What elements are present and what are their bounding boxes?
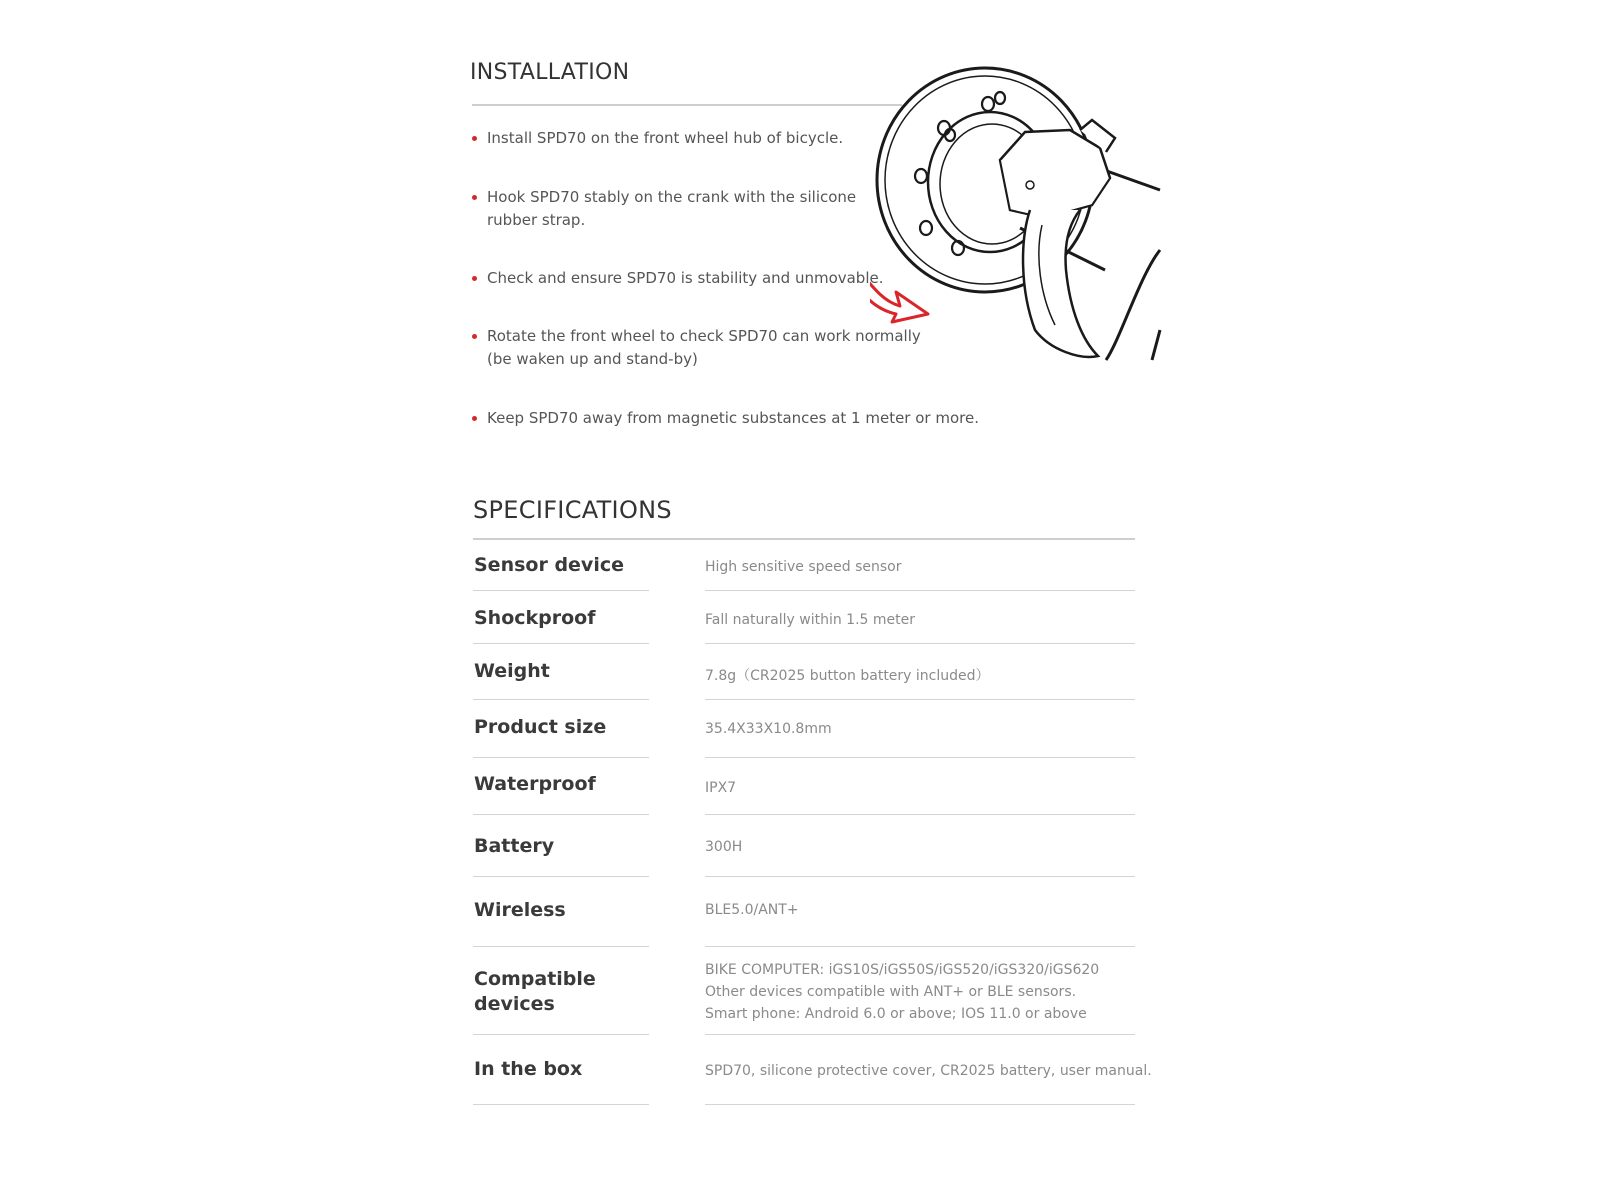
spec-label: Product size: [474, 716, 607, 738]
row-divider: [705, 757, 1135, 758]
spec-value: [705, 959, 1099, 1025]
spec-value: SPD70, silicone protective cover, CR2025 battery, user manual.: [705, 1063, 1152, 1079]
installation-step: [472, 325, 932, 371]
spec-value-line: BIKE COMPUTER: iGS10S/iGS50S/iGS520/iGS320/iGS620: [705, 962, 1100, 978]
step-text: Keep SPD70 away from magnetic substances at 1 meter or more.: [487, 409, 979, 427]
row-divider: [705, 643, 1135, 644]
spec-value: 7.8g（CR2025 button battery included）: [705, 668, 990, 684]
spec-label: Wireless: [474, 899, 566, 921]
bullet-dot-icon: [472, 195, 477, 200]
installation-step: [472, 407, 979, 430]
installation-divider: [472, 104, 902, 106]
row-divider: [473, 1104, 649, 1105]
spec-value: 35.4X33X10.8mm: [705, 721, 832, 737]
row-divider: [473, 814, 649, 815]
spec-value-line: Other devices compatible with ANT+ or BLE sensors.: [705, 984, 1077, 1000]
sensor-on-hub-illustration: [870, 60, 1180, 380]
step-text: rubber strap.: [487, 211, 586, 229]
spec-value: Fall naturally within 1.5 meter: [705, 612, 915, 628]
bullet-dot-icon: [472, 416, 477, 421]
row-divider: [473, 590, 649, 591]
installation-title: INSTALLATION: [470, 60, 630, 85]
spec-label-line: devices: [474, 993, 555, 1015]
rotate-arrow-icon: [870, 272, 928, 322]
spec-label: [474, 967, 596, 1017]
bullet-dot-icon: [472, 136, 477, 141]
row-divider: [705, 1034, 1135, 1035]
step-text: Check and ensure SPD70 is stability and unmovable.: [487, 269, 884, 287]
row-divider: [705, 814, 1135, 815]
row-divider: [473, 757, 649, 758]
spec-value: IPX7: [705, 780, 737, 796]
row-divider: [473, 946, 649, 947]
row-divider: [705, 1104, 1135, 1105]
spec-label: In the box: [474, 1058, 583, 1080]
row-divider: [705, 699, 1135, 700]
specifications-title: SPECIFICATIONS: [473, 496, 672, 524]
spec-value: BLE5.0/ANT+: [705, 902, 799, 918]
row-divider: [473, 1034, 649, 1035]
spec-label-line: Compatible: [474, 968, 596, 990]
spec-label: Battery: [474, 835, 555, 857]
installation-step: [472, 127, 932, 150]
bullet-dot-icon: [472, 334, 477, 339]
row-divider: [473, 699, 649, 700]
step-text: Hook SPD70 stably on the crank with the silicone: [487, 188, 857, 206]
spec-label: Waterproof: [474, 773, 596, 795]
specifications-divider: [473, 538, 1135, 540]
row-divider: [705, 946, 1135, 947]
row-divider: [705, 590, 1135, 591]
step-text: Rotate the front wheel to check SPD70 can work normally: [487, 327, 921, 345]
row-divider: [473, 876, 649, 877]
spec-label: Sensor device: [474, 554, 624, 576]
spec-label: Weight: [474, 660, 550, 682]
row-divider: [473, 643, 649, 644]
step-text: Install SPD70 on the front wheel hub of bicycle.: [487, 129, 844, 147]
spec-value: 300H: [705, 839, 743, 855]
installation-step: [472, 267, 932, 290]
installation-step: [472, 186, 932, 232]
spec-label: Shockproof: [474, 607, 596, 629]
bullet-dot-icon: [472, 276, 477, 281]
spec-value-line: Smart phone: Android 6.0 or above; IOS 11.0 or above: [705, 1006, 1087, 1022]
spec-value: High sensitive speed sensor: [705, 559, 902, 575]
step-text: (be waken up and stand-by): [487, 350, 698, 368]
row-divider: [705, 876, 1135, 877]
